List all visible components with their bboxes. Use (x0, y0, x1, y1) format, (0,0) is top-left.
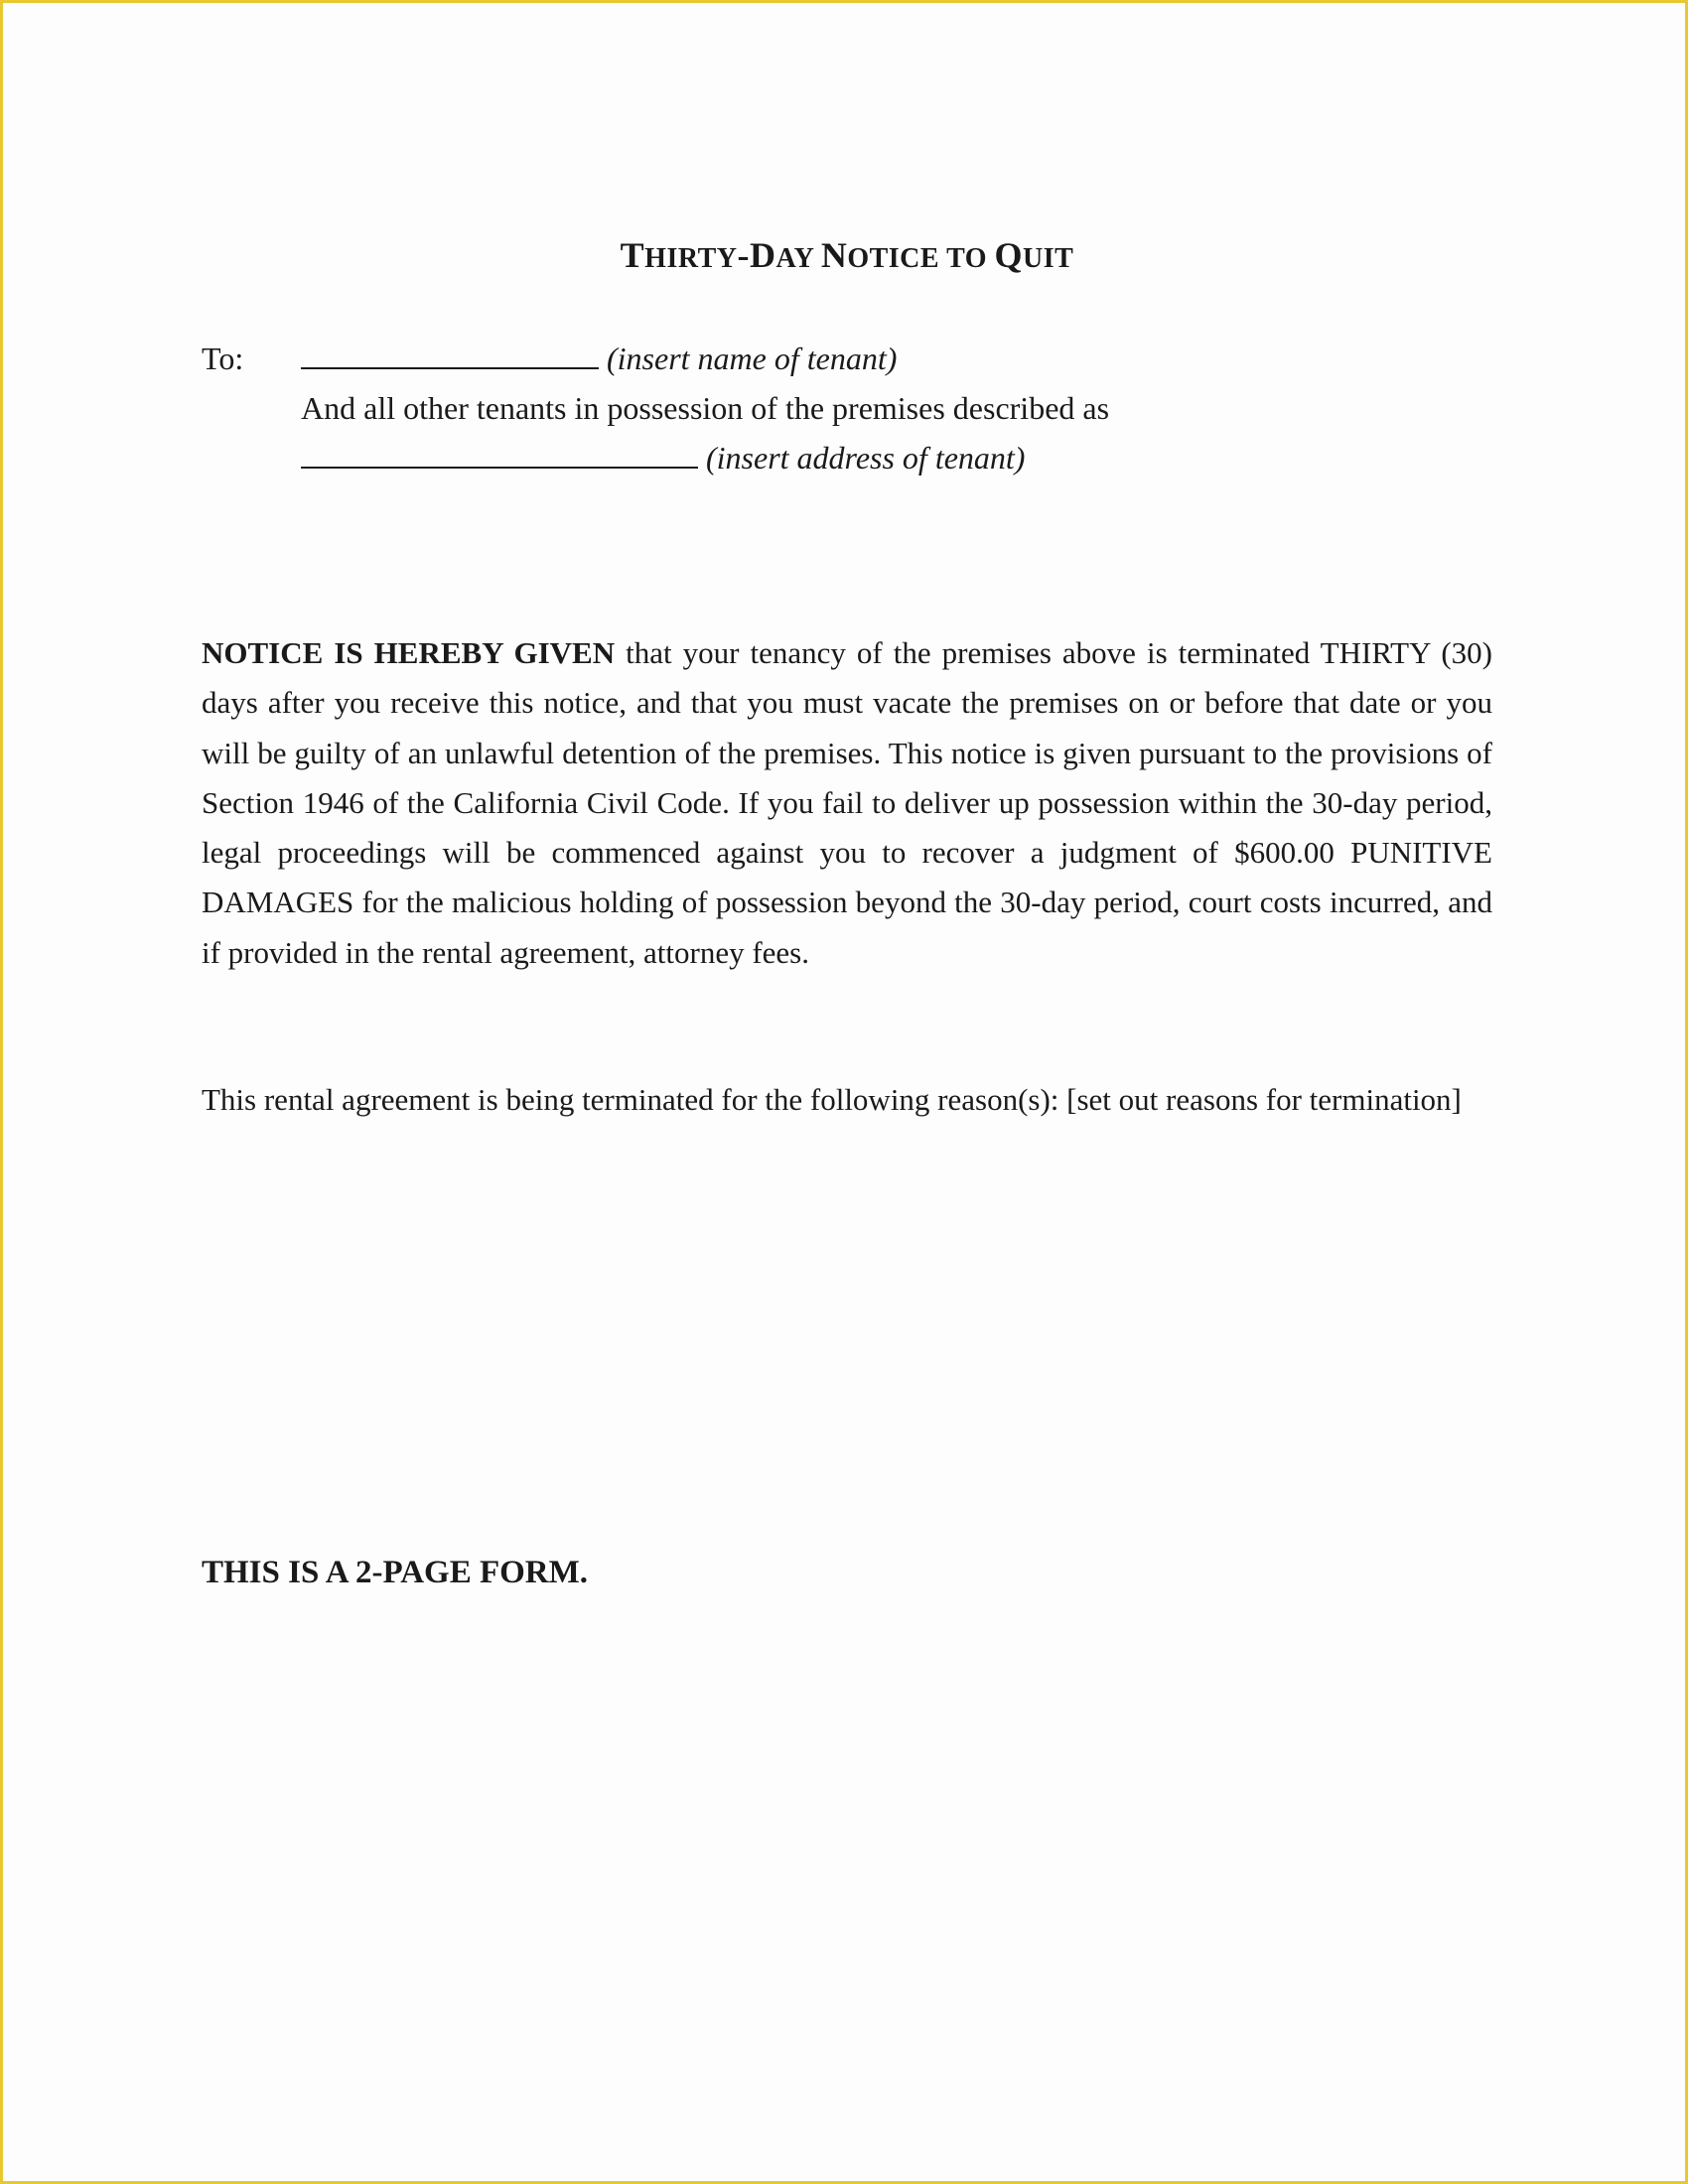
other-tenants-text: And all other tenants in possession of the premises described as (301, 390, 1110, 426)
recipient-name-row (202, 334, 1109, 383)
notice-lead: NOTICE IS HEREBY GIVEN (202, 635, 616, 670)
document-title (3, 234, 1688, 276)
recipient-block (202, 334, 1109, 482)
title-segment: - (737, 235, 750, 275)
title-segment: HIRTY (644, 243, 738, 274)
title-segment: Q (994, 235, 1024, 275)
page-count-note: THIS IS A 2-PAGE FORM. (202, 1555, 589, 1590)
tenant-address-row (202, 433, 1109, 482)
title-segment: OTICE TO (847, 243, 995, 274)
title-segment: AY (775, 243, 821, 274)
title-segment: N (820, 235, 848, 275)
tenant-name-blank[interactable] (301, 340, 599, 369)
title-segment: UIT (1023, 243, 1074, 274)
to-label: To: (202, 341, 244, 376)
tenant-name-hint: (insert name of tenant) (607, 341, 898, 376)
title-segment: D (749, 235, 776, 275)
notice-body: that your tenancy of the premises above is terminated THIRTY (30) days after you receive this notice, and that you must vacate the premises on or before that date or you will be guilty of an unlawful detention of the premises. This notice is given pursuant to the provisions of Section 1946 of the California Civil Code. If you fail to deliver up possession within the 30-day period, legal proceedings will be commenced against you to recover a judgment of $600.00 PUNITIVE DAMAGES for the malicious holding of possession beyond the 30-day period, court costs incurred, and if provided in the rental agreement, attorney fees. (202, 635, 1492, 970)
termination-paragraph: This rental agreement is being terminated for the following reason(s): [set out reasons for termination] (202, 1082, 1462, 1117)
title-segment: T (620, 235, 645, 275)
notice-paragraph (202, 628, 1492, 978)
tenant-address-blank[interactable] (301, 439, 698, 469)
other-tenants-row (202, 383, 1109, 433)
tenant-address-hint: (insert address of tenant) (706, 440, 1026, 476)
